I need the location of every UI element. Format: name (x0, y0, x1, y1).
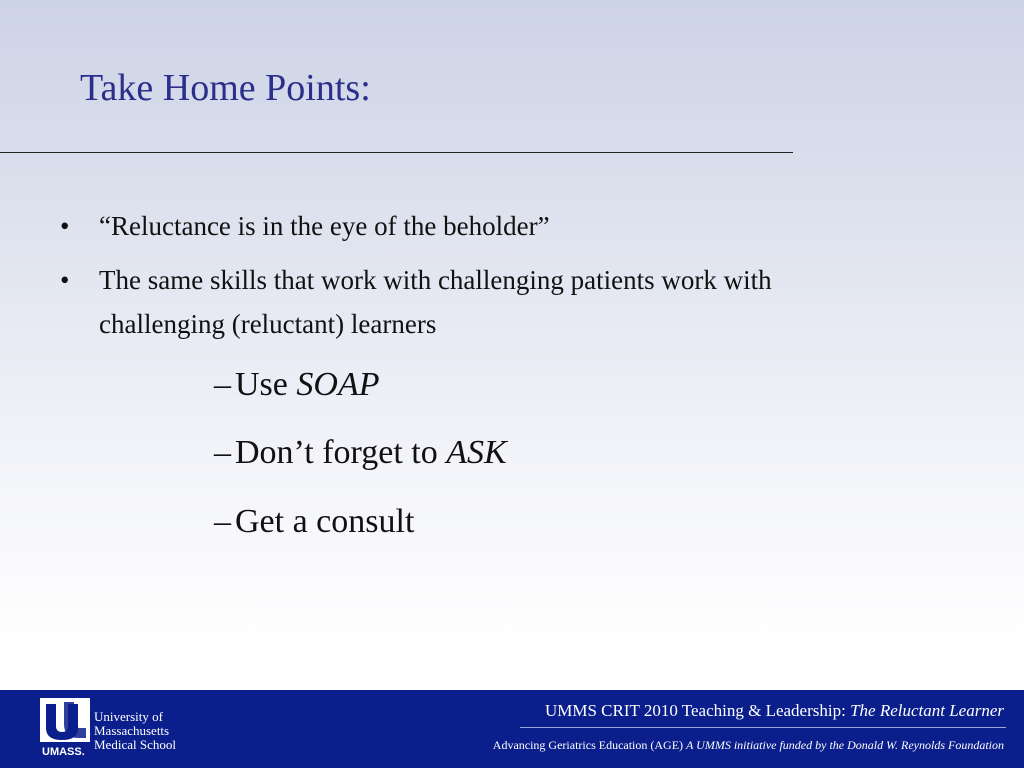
bullet-text: The same skills that work with challenging patients work with challenging (reluctant) learners (99, 265, 772, 339)
bullet-item (60, 204, 900, 248)
sub-bullet-dash: – (214, 434, 231, 471)
umass-logo-icon (40, 698, 92, 744)
footer-divider (520, 727, 1006, 728)
bullet-glyph: • (60, 211, 70, 241)
umass-logo (40, 698, 190, 762)
bullet-glyph: • (60, 265, 70, 295)
footer-course: UMMS CRIT 2010 Teaching & Leadership: (544, 701, 851, 720)
sub-bullet-item (214, 434, 507, 472)
sub-bullet-text: Get a consult (235, 503, 415, 540)
title-divider (0, 152, 793, 153)
footer-program: Advancing Geriatrics Education (AGE) (492, 738, 687, 752)
footer-program-line (493, 738, 1004, 753)
logo-institution-name (94, 710, 176, 752)
footer-course-line (545, 701, 1004, 721)
sub-bullet-item (214, 503, 414, 541)
logo-line: University of (94, 709, 163, 724)
sub-bullet-emphasis: SOAP (296, 366, 380, 403)
sub-bullet-dash: – (214, 366, 231, 403)
sub-bullet-emphasis: ASK (446, 434, 507, 471)
bullet-item (60, 258, 900, 346)
sub-bullet-text: Don’t forget to (235, 434, 447, 471)
footer-funding: A UMMS initiative funded by the Donald W. Reynolds Foundation (686, 738, 1004, 752)
bullet-text: “Reluctance is in the eye of the beholder” (99, 211, 550, 241)
sub-bullet-item (214, 366, 379, 404)
logo-line: Massachusetts (94, 723, 170, 738)
logo-wordmark: UMASS. (42, 746, 85, 758)
sub-bullet-text: Use (235, 366, 297, 403)
logo-line: Medical School (94, 737, 176, 752)
footer-bar (0, 690, 1024, 768)
slide-title: Take Home Points: (80, 67, 371, 109)
footer-course-title: The Reluctant Learner (850, 701, 1004, 720)
sub-bullet-dash: – (214, 503, 231, 540)
